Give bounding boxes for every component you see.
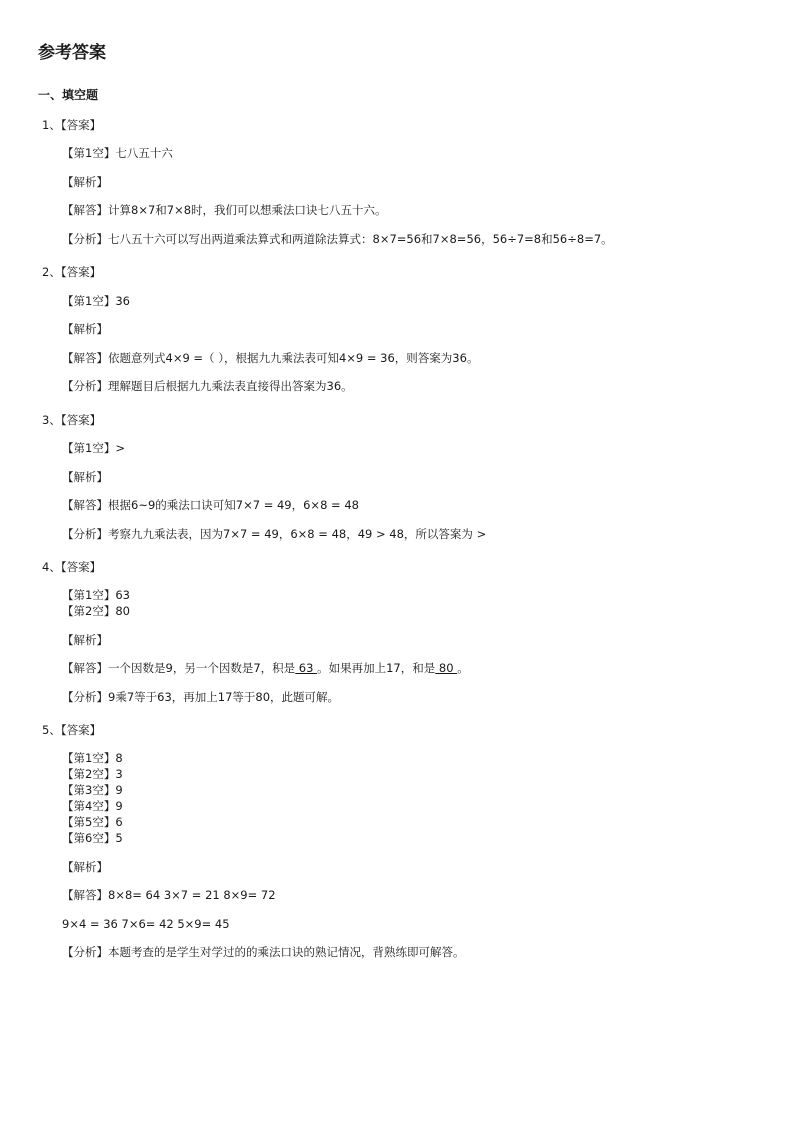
q5-blank6: 【第6空】5: [62, 831, 123, 845]
q3-label: 3、【答案】: [42, 413, 102, 427]
q5-blank2: 【第2空】3: [62, 767, 123, 781]
page-title: 参考答案: [38, 43, 106, 63]
q4-jieda: [62, 661, 469, 676]
q5-jieda-line2: 9×4 = 36 7×6= 42 5×9= 45: [62, 917, 230, 931]
q2-jieda: 【解答】依题意列式4×9 =（ ），根据九九乘法表可知4×9 = 36，则答案为36。: [62, 351, 479, 365]
q4-jieda-pre: 【解答】一个因数是9，另一个因数是7，积是: [62, 661, 296, 675]
q5-label: 5、【答案】: [42, 723, 102, 737]
q3-jieda: 【解答】根据6~9的乘法口诀可知7×7 = 49，6×8 = 48: [62, 498, 359, 512]
q1-blank1: 【第1空】七八五十六: [62, 146, 173, 160]
q3-jiexi: 【解析】: [62, 470, 108, 484]
q4-fenxi: 【分析】9乘7等于63，再加上17等于80，此题可解。: [62, 690, 340, 704]
q2-fenxi: 【分析】理解题目后根据九九乘法表直接得出答案为36。: [62, 379, 353, 393]
q4-jiexi: 【解析】: [62, 633, 108, 647]
q1-jiexi: 【解析】: [62, 175, 108, 189]
q3-blank1: 【第1空】>: [62, 441, 125, 455]
q4-answer-80: 80: [435, 661, 458, 675]
q4-jieda-post: 。: [457, 661, 469, 675]
q5-jieda: 【解答】8×8= 64 3×7 = 21 8×9= 72: [62, 888, 276, 902]
q4-jieda-mid: 。如果再加上17，和是: [317, 661, 436, 675]
q1-jieda: 【解答】计算8×7和7×8时，我们可以想乘法口诀七八五十六。: [62, 203, 387, 217]
q4-blank2: 【第2空】80: [62, 604, 130, 618]
q5-blank1: 【第1空】8: [62, 751, 123, 765]
q4-label: 4、【答案】: [42, 560, 102, 574]
q5-jiexi: 【解析】: [62, 860, 108, 874]
q4-blank1: 【第1空】63: [62, 588, 130, 602]
q2-jiexi: 【解析】: [62, 322, 108, 336]
q1-label: 1、【答案】: [42, 118, 102, 132]
q5-fenxi: 【分析】本题考查的是学生对学过的的乘法口诀的熟记情况，背熟练即可解答。: [62, 945, 465, 959]
q3-fenxi: 【分析】考察九九乘法表，因为7×7 = 49，6×8 = 48，49 > 48，所以答案为 >: [62, 527, 487, 541]
q1-fenxi: 【分析】七八五十六可以写出两道乘法算式和两道除法算式：8×7=56和7×8=56，56÷7=8和56÷8=7。: [62, 232, 613, 246]
q5-blank4: 【第4空】9: [62, 799, 123, 813]
q4-answer-63: 63: [295, 661, 318, 675]
q5-blank5: 【第5空】6: [62, 815, 123, 829]
section-heading: 一、填空题: [38, 88, 99, 102]
q2-blank1: 【第1空】36: [62, 294, 130, 308]
q2-label: 2、【答案】: [42, 265, 102, 279]
q5-blank3: 【第3空】9: [62, 783, 123, 797]
